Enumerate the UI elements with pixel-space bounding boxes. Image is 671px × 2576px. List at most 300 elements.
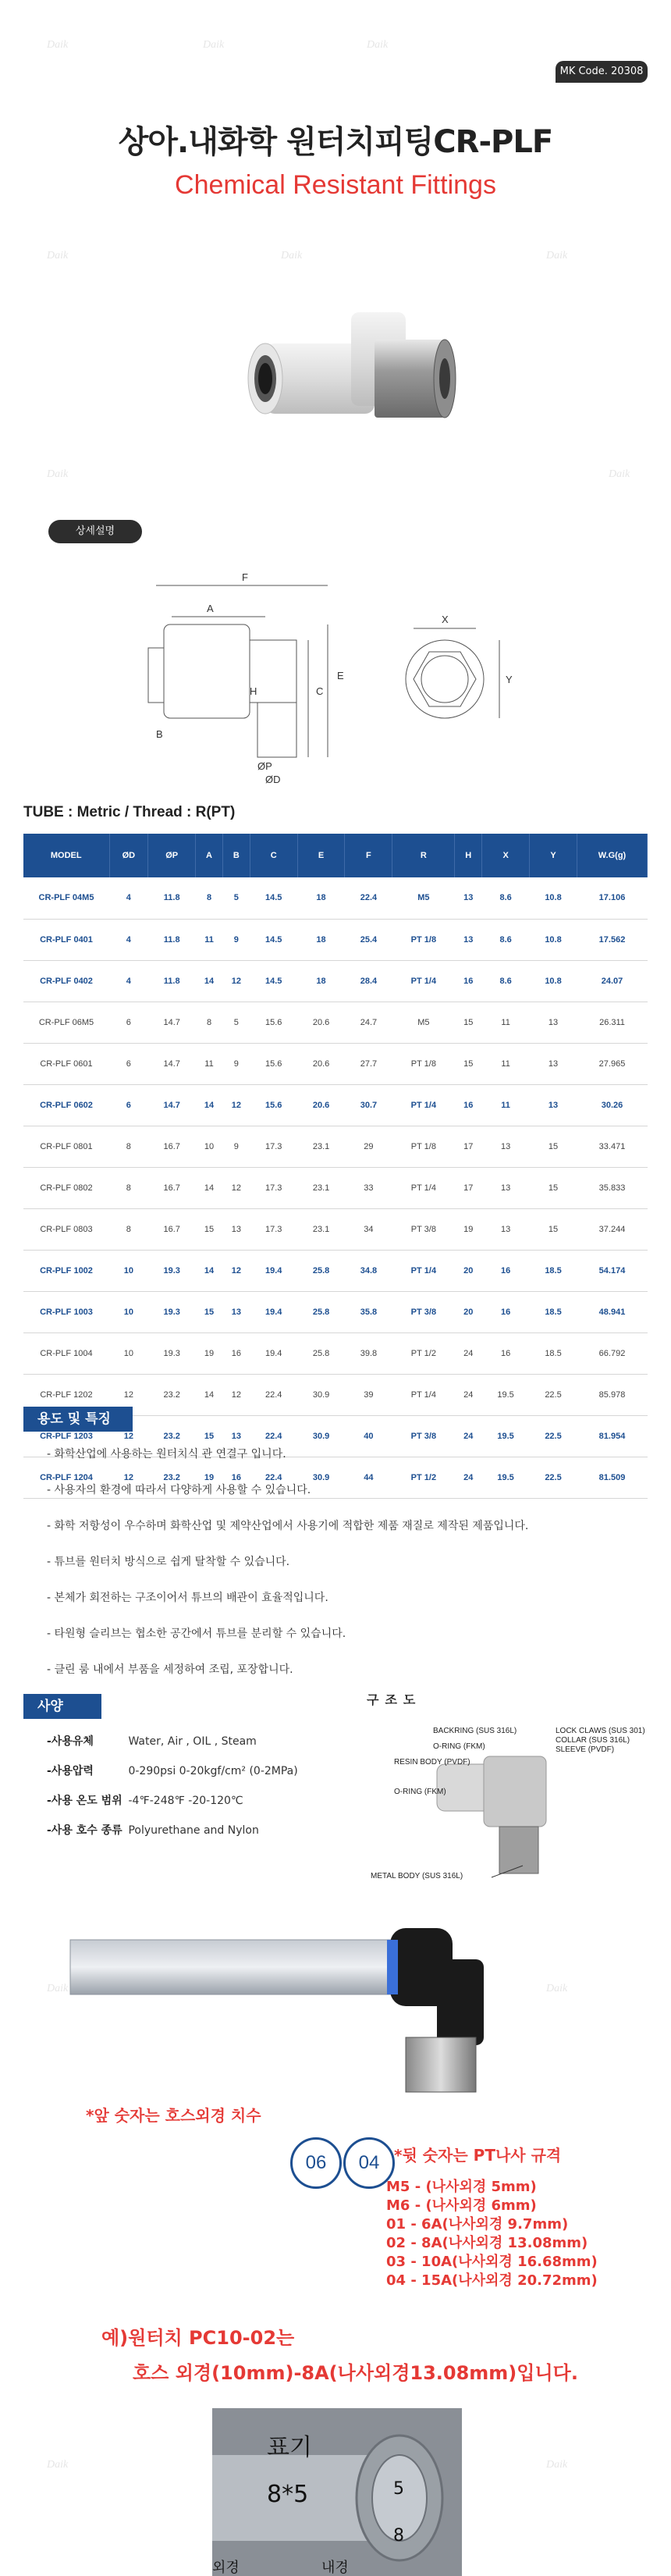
col-header: ØP [148,834,196,877]
model-cell: CR-PLF 1204 [23,1457,109,1498]
table-cell: 30.7 [345,1084,392,1126]
table-cell: 14 [196,1084,223,1126]
table-cell: M5 [392,1002,455,1043]
table-cell: 24 [455,1332,482,1374]
table-cell: 14 [196,960,223,1002]
tube-sample-photo [212,2408,462,2576]
table-cell: 85.978 [577,1374,648,1415]
table-cell: 15 [455,1002,482,1043]
table-cell: 8 [196,877,223,919]
structure-title: 구조도 [367,1692,422,1707]
table-cell: 19.3 [148,1291,196,1332]
table-cell: 18 [297,877,345,919]
table-cell: 35.8 [345,1291,392,1332]
table-cell: PT 1/8 [392,1043,455,1084]
table-cell: 19.3 [148,1250,196,1291]
table-cell: 8.6 [482,960,530,1002]
spec-key: -사용 호수 종류 [47,1824,122,1837]
tube-size: 8*5 [267,2481,309,2508]
table-cell: 33 [345,1167,392,1208]
watermark: Daik [546,1983,568,1994]
table-cell: 39.8 [345,1332,392,1374]
model-cell: CR-PLF 1003 [23,1291,109,1332]
table-cell: 23.1 [297,1167,345,1208]
table-row [23,1208,648,1250]
table-cell: 10.8 [530,877,577,919]
col-header: F [345,834,392,877]
table-cell: 15 [196,1208,223,1250]
table-cell: 28.4 [345,960,392,1002]
list-item: - 튜브를 원터치 방식으로 쉽게 탈착할 수 있습니다. [47,1556,290,1568]
table-cell: 23.1 [297,1126,345,1167]
feature-list [47,1446,609,1697]
table-cell: 15 [455,1043,482,1084]
table-row [23,1167,648,1208]
table-cell: 5 [222,877,250,919]
table-cell: 9 [222,1126,250,1167]
table-cell: 6 [109,1043,148,1084]
structure-label: COLLAR (SUS 316L) [556,1736,630,1745]
table-cell: 13 [455,877,482,919]
table-cell: 6 [109,1002,148,1043]
dim-label-h: H [250,685,257,697]
table-cell: 15 [530,1208,577,1250]
table-cell: 29 [345,1126,392,1167]
dim-label-f: F [242,571,248,583]
col-header: R [392,834,455,877]
table-cell: 19 [455,1208,482,1250]
table-cell: 27.965 [577,1043,648,1084]
table-cell: 22.5 [530,1457,577,1498]
table-cell: 13 [222,1415,250,1457]
table-cell: 4 [109,960,148,1002]
watermark: Daik [203,39,225,51]
table-cell: 19 [196,1457,223,1498]
table-cell: 9 [222,919,250,960]
col-header: Y [530,834,577,877]
product-image [218,297,468,468]
table-cell: 20.6 [297,1084,345,1126]
watermark: Daik [546,250,568,262]
table-cell: 13 [482,1208,530,1250]
table-cell: 81.509 [577,1457,648,1498]
dim-label-c: C [316,685,324,697]
table-cell: 17.106 [577,877,648,919]
spec-row [47,1733,359,1763]
col-header: E [297,834,345,877]
table-cell: 18.5 [530,1291,577,1332]
dim-label-y: Y [506,674,513,685]
structure-label: SLEEVE (PVDF) [556,1745,615,1754]
table-cell: 12 [109,1374,148,1415]
table-cell: 8 [109,1167,148,1208]
table-cell: 19 [196,1332,223,1374]
table-cell: 5 [222,1002,250,1043]
table-cell: 15 [530,1126,577,1167]
tube-thread-caption: TUBE : Metric / Thread : R(PT) [23,804,236,820]
table-cell: 8 [109,1126,148,1167]
table-cell: 14.7 [148,1002,196,1043]
structure-label: LOCK CLAWS (SUS 301) [556,1727,645,1735]
model-cell: CR-PLF 1203 [23,1415,109,1457]
table-cell: 14.5 [250,877,297,919]
table-cell: 19.5 [482,1457,530,1498]
list-item: - 타원형 슬리브는 협소한 공간에서 튜브를 분리할 수 있습니다. [47,1628,346,1640]
dim-label-p: ØP [257,760,272,772]
spec-table [23,834,648,1499]
list-item: M5 - (나사외경 5mm) [386,2179,537,2195]
spec-value: Polyurethane and Nylon [128,1824,259,1837]
table-cell: 13 [222,1291,250,1332]
table-cell: PT 1/2 [392,1332,455,1374]
list-item: - 화학 저항성이 우수하며 화학산업 및 제약산업에서 사용기에 적합한 제품 재질로 제작된 제품입니다. [47,1520,529,1532]
table-cell: 13 [455,919,482,960]
model-cell: CR-PLF 1202 [23,1374,109,1415]
table-cell: 16.7 [148,1208,196,1250]
table-cell: 16 [222,1457,250,1498]
watermark: Daik [609,468,630,480]
table-row [23,1250,648,1291]
table-row [23,919,648,960]
table-row [23,1332,648,1374]
table-cell: 44 [345,1457,392,1498]
col-header: W.G(g) [577,834,648,877]
tube-inner-label: 내경 [321,2560,349,2576]
dimension-drawing [133,562,577,788]
table-cell: 18 [297,919,345,960]
table-cell: 14 [196,1374,223,1415]
table-cell: 11 [196,1043,223,1084]
table-cell: 10 [109,1291,148,1332]
col-header: ØD [109,834,148,877]
table-cell: 12 [109,1457,148,1498]
col-header: B [222,834,250,877]
tube-outer-label: 외경 [212,2560,240,2576]
table-cell: 4 [109,919,148,960]
table-cell: 8.6 [482,877,530,919]
table-cell: 15.6 [250,1084,297,1126]
table-cell: 20.6 [297,1002,345,1043]
table-row [23,1002,648,1043]
table-cell: 81.954 [577,1415,648,1457]
page-subtitle: Chemical Resistant Fittings [175,170,496,200]
col-header: MODEL [23,834,109,877]
table-cell: 20 [455,1291,482,1332]
section-heading-usage: 용도 및 특징 [23,1407,133,1432]
model-cell: CR-PLF 1004 [23,1332,109,1374]
tube-label: 표기 [267,2434,312,2461]
table-cell: 17 [455,1167,482,1208]
spec-row [47,1792,359,1822]
table-cell: 13 [222,1208,250,1250]
table-cell: 48.941 [577,1291,648,1332]
structure-label: O-RING (FKM) [433,1742,485,1751]
table-cell: M5 [392,877,455,919]
table-cell: 16 [455,960,482,1002]
list-item: M6 - (나사외경 6mm) [386,2197,537,2214]
section-label-detail: 상세설명 [48,520,142,543]
table-cell: 25.4 [345,919,392,960]
table-cell: PT 1/4 [392,960,455,1002]
table-cell: 11 [196,919,223,960]
table-cell: PT 1/4 [392,1167,455,1208]
table-cell: 6 [109,1084,148,1126]
table-cell: 27.7 [345,1043,392,1084]
table-cell: PT 1/2 [392,1457,455,1498]
table-cell: 19.4 [250,1332,297,1374]
table-cell: 30.9 [297,1415,345,1457]
model-cell: CR-PLF 0601 [23,1043,109,1084]
tube-outer-value: 8 [393,2526,404,2546]
table-row [23,1084,648,1126]
table-cell: 35.833 [577,1167,648,1208]
model-cell: CR-PLF 0402 [23,960,109,1002]
spec-list [47,1733,359,1852]
table-row [23,877,648,919]
model-cell: CR-PLF 0802 [23,1167,109,1208]
page-title: 상아.내화학 원터치피팅CR-PLF [118,124,553,160]
table-cell: PT 3/8 [392,1415,455,1457]
table-cell: 22.4 [250,1457,297,1498]
table-cell: 12 [222,1250,250,1291]
table-cell: 54.174 [577,1250,648,1291]
watermark: Daik [47,2459,69,2471]
table-cell: 11.8 [148,960,196,1002]
watermark: Daik [47,1983,69,1994]
table-cell: 11 [482,1084,530,1126]
table-cell: 12 [222,1374,250,1415]
watermark: Daik [281,250,303,262]
mk-code-badge: MK Code. 20308 [556,61,648,83]
table-cell: PT 1/8 [392,1126,455,1167]
table-cell: PT 1/8 [392,919,455,960]
back-number-note: *뒷 숫자는 PT나사 규격 [394,2146,562,2165]
table-cell: 18 [297,960,345,1002]
table-cell: 15 [196,1291,223,1332]
table-cell: 16.7 [148,1126,196,1167]
table-cell: 18.5 [530,1332,577,1374]
table-cell: 26.311 [577,1002,648,1043]
list-item: 02 - 8A(나사외경 13.08mm) [386,2235,588,2251]
table-cell: 15 [530,1167,577,1208]
watermark: Daik [546,2459,568,2471]
table-cell: 15 [196,1415,223,1457]
table-cell: 16 [482,1250,530,1291]
table-cell: 16 [222,1332,250,1374]
table-cell: 14.5 [250,919,297,960]
dim-label-d: ØD [265,774,281,785]
model-cell: CR-PLF 06M5 [23,1002,109,1043]
table-cell: 19.5 [482,1415,530,1457]
table-cell: 16 [482,1291,530,1332]
table-cell: 10 [109,1250,148,1291]
table-cell: PT 3/8 [392,1291,455,1332]
table-cell: 17.562 [577,919,648,960]
table-cell: 19.4 [250,1250,297,1291]
dim-label-a: A [207,603,214,614]
spec-key: -사용압력 [47,1765,94,1777]
spec-key: -사용유체 [47,1735,94,1748]
structure-label: BACKRING (SUS 316L) [433,1727,517,1735]
table-cell: 9 [222,1043,250,1084]
table-cell: 33.471 [577,1126,648,1167]
table-cell: 19.5 [482,1374,530,1415]
structure-label: RESIN BODY (PVDF) [394,1758,470,1767]
table-cell: 20 [455,1250,482,1291]
dim-label-x: X [442,614,449,625]
table-cell: 17.3 [250,1208,297,1250]
table-cell: 15.6 [250,1002,297,1043]
table-cell: 8.6 [482,919,530,960]
table-cell: 12 [222,1084,250,1126]
list-item: - 사용자의 환경에 따라서 다양하게 사용할 수 있습니다. [47,1484,311,1496]
dim-label-e: E [337,670,344,681]
table-cell: 22.4 [250,1415,297,1457]
table-cell: 4 [109,877,148,919]
table-cell: 11.8 [148,877,196,919]
table-row [23,960,648,1002]
table-cell: 22.4 [345,877,392,919]
table-cell: 23.1 [297,1208,345,1250]
table-cell: 17.3 [250,1126,297,1167]
table-cell: 30.9 [297,1457,345,1498]
table-cell: 23.2 [148,1457,196,1498]
table-cell: PT 1/4 [392,1374,455,1415]
table-cell: 40 [345,1415,392,1457]
spec-value: 0-290psi 0-20kgf/cm² (0-2MPa) [128,1765,298,1777]
spec-row [47,1763,359,1792]
table-cell: 14.5 [250,960,297,1002]
model-cell: CR-PLF 0602 [23,1084,109,1126]
table-header-row [23,834,648,877]
table-cell: PT 1/4 [392,1084,455,1126]
table-cell: 12 [109,1415,148,1457]
structure-label: O-RING (FKM) [394,1788,446,1796]
table-cell: 30.9 [297,1374,345,1415]
thread-size-circle: 04 [343,2137,395,2189]
table-cell: 20.6 [297,1043,345,1084]
table-cell: 24.7 [345,1002,392,1043]
table-cell: 23.2 [148,1374,196,1415]
col-header: C [250,834,297,877]
elbow-fitting-photo [0,1912,671,2100]
table-cell: 37.244 [577,1208,648,1250]
table-cell: 8 [109,1208,148,1250]
list-item: 03 - 10A(나사외경 16.68mm) [386,2254,598,2270]
col-header: X [482,834,530,877]
table-cell: 14 [196,1167,223,1208]
table-cell: 11.8 [148,919,196,960]
example-line-1: 예)원터치 PC10-02는 [101,2327,295,2349]
list-item: 04 - 15A(나사외경 20.72mm) [386,2272,598,2289]
watermark: Daik [47,468,69,480]
table-cell: 13 [482,1167,530,1208]
model-cell: CR-PLF 1002 [23,1250,109,1291]
table-cell: 24 [455,1374,482,1415]
model-cell: CR-PLF 0801 [23,1126,109,1167]
table-cell: 14.7 [148,1084,196,1126]
table-cell: PT 3/8 [392,1208,455,1250]
spec-key: -사용 온도 범위 [47,1795,122,1807]
table-cell: 17 [455,1126,482,1167]
dim-label-b: B [156,728,163,740]
table-row [23,1291,648,1332]
list-item: 01 - 6A(나사외경 9.7mm) [386,2216,569,2233]
table-cell: 14 [196,1250,223,1291]
tube-inner-value: 5 [393,2479,404,2499]
table-cell: 25.8 [297,1332,345,1374]
list-item: - 화학산업에 사용하는 원터치식 관 연결구 입니다. [47,1448,286,1461]
list-item: - 클린 룸 내에서 부품을 세정하여 조립, 포장합니다. [47,1663,293,1676]
table-cell: 13 [530,1002,577,1043]
table-cell: 13 [530,1084,577,1126]
front-number-note: *앞 숫자는 호스외경 치수 [86,2106,261,2125]
table-cell: 11 [482,1043,530,1084]
section-heading-spec: 사양 [23,1694,101,1719]
table-cell: 17.3 [250,1167,297,1208]
table-cell: 34 [345,1208,392,1250]
example-line-2: 호스 외경(10mm)-8A(나사외경13.08mm)입니다. [133,2362,578,2384]
table-cell: 34.8 [345,1250,392,1291]
table-cell: 24 [455,1457,482,1498]
col-header: A [196,834,223,877]
table-cell: 13 [530,1043,577,1084]
watermark: Daik [47,250,69,262]
table-cell: 25.8 [297,1291,345,1332]
table-cell: 8 [196,1002,223,1043]
table-cell: 13 [482,1126,530,1167]
table-cell: 22.4 [250,1374,297,1415]
model-cell: CR-PLF 0803 [23,1208,109,1250]
table-cell: 10 [196,1126,223,1167]
watermark: Daik [367,39,389,51]
table-row [23,1126,648,1167]
table-cell: 10.8 [530,960,577,1002]
model-cell: CR-PLF 0401 [23,919,109,960]
table-cell: 14.7 [148,1043,196,1084]
table-cell: 24.07 [577,960,648,1002]
structure-label: METAL BODY (SUS 316L) [371,1872,463,1880]
table-cell: 19.4 [250,1291,297,1332]
table-row [23,1043,648,1084]
table-cell: 10.8 [530,919,577,960]
list-item: - 본체가 회전하는 구조이어서 튜브의 배관이 효율적입니다. [47,1592,328,1604]
model-cell: CR-PLF 04M5 [23,877,109,919]
table-cell: 30.26 [577,1084,648,1126]
table-cell: 22.5 [530,1374,577,1415]
table-cell: 16 [455,1084,482,1126]
spec-value: -4℉-248℉ -20-120℃ [128,1795,243,1807]
table-cell: 23.2 [148,1415,196,1457]
table-cell: 39 [345,1374,392,1415]
table-cell: PT 1/4 [392,1250,455,1291]
table-cell: 16 [482,1332,530,1374]
table-cell: 16.7 [148,1167,196,1208]
table-cell: 12 [222,960,250,1002]
table-cell: 15.6 [250,1043,297,1084]
table-cell: 18.5 [530,1250,577,1291]
hose-size-circle: 06 [290,2137,342,2189]
table-cell: 25.8 [297,1250,345,1291]
col-header: H [455,834,482,877]
table-cell: 10 [109,1332,148,1374]
spec-value: Water, Air , OIL , Steam [128,1735,257,1748]
table-cell: 66.792 [577,1332,648,1374]
table-cell: 12 [222,1167,250,1208]
table-cell: 22.5 [530,1415,577,1457]
table-cell: 19.3 [148,1332,196,1374]
table-cell: 11 [482,1002,530,1043]
